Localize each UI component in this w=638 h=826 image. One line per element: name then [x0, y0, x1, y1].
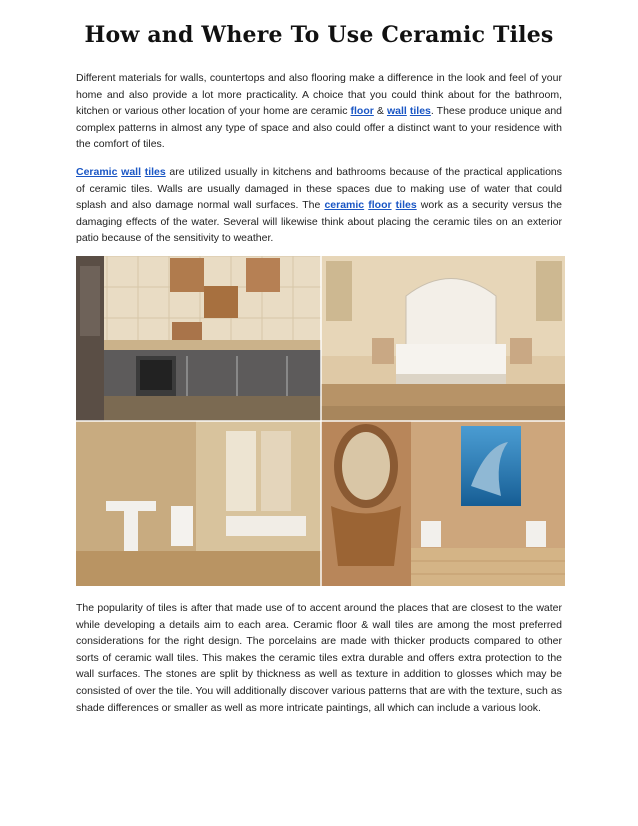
floor-link[interactable]: floor: [350, 105, 374, 118]
p2-text-b: work as a security versus the damaging effects of the water. Several will likewise think about placing the ceramic tiles on an exterior patio because of the sensitivity to weather.: [76, 199, 562, 245]
mirror-bathroom-photo: [321, 421, 565, 586]
p1-amp: &: [373, 105, 387, 118]
ceramic-link[interactable]: Ceramic: [76, 166, 118, 178]
bathroom-photo: [76, 421, 321, 586]
tile-interiors-collage: [76, 256, 565, 586]
wall-link-2[interactable]: wall: [121, 166, 141, 178]
floor-link-2[interactable]: floor: [368, 199, 392, 212]
intro-paragraph: [76, 70, 562, 153]
kitchen-photo: [76, 256, 321, 421]
tiles-link-2[interactable]: tiles: [144, 166, 166, 178]
p1-text-b: . These produce unique and complex patterns in almost any type of space and also could offer a distinct want to your residence with the comfort of tiles.: [76, 105, 562, 151]
tiles-link-3[interactable]: tiles: [395, 199, 417, 212]
tiles-link[interactable]: tiles: [409, 105, 431, 118]
bedroom-photo: [321, 256, 565, 421]
p1-text-a: Different materials for walls, countertops and also flooring make a difference in the look and feel of your home and also provide a lot more practicality. A choice that you could think about for the bathroom, kitchen or various other location of your home are ceramic: [76, 72, 562, 118]
ceramic-link-2[interactable]: ceramic: [324, 199, 365, 212]
wall-link[interactable]: wall: [386, 105, 407, 118]
wall-tiles-paragraph: [76, 164, 562, 247]
popularity-paragraph: The popularity of tiles is after that made use of to accent around the places that are closest to the water while developing a details aim to each area. Ceramic floor & wall tiles are among the most preferred considerations for the right design. The porcelains are made with thicker products compared to other sorts of ceramic wall tiles. This makes the ceramic tiles extra durable and offers extra protection to the wall surfaces. The stones are split by thickness as well as texture in addition to glosses which may be consisted of over the tile. You will additionally discover various patterns that are with the texture, such as shade differences or smaller as well as more intricate paintings, all which can include a various look.: [76, 602, 562, 714]
p2-text-a: are utilized usually in kitchens and bathrooms because of the practical applications of ceramic tiles. Walls are usually damaged in these spaces due to making use of water that could splash and also damage normal wall surfaces. The: [76, 166, 562, 212]
page-title: How and Where To Use Ceramic Tiles: [84, 22, 554, 48]
